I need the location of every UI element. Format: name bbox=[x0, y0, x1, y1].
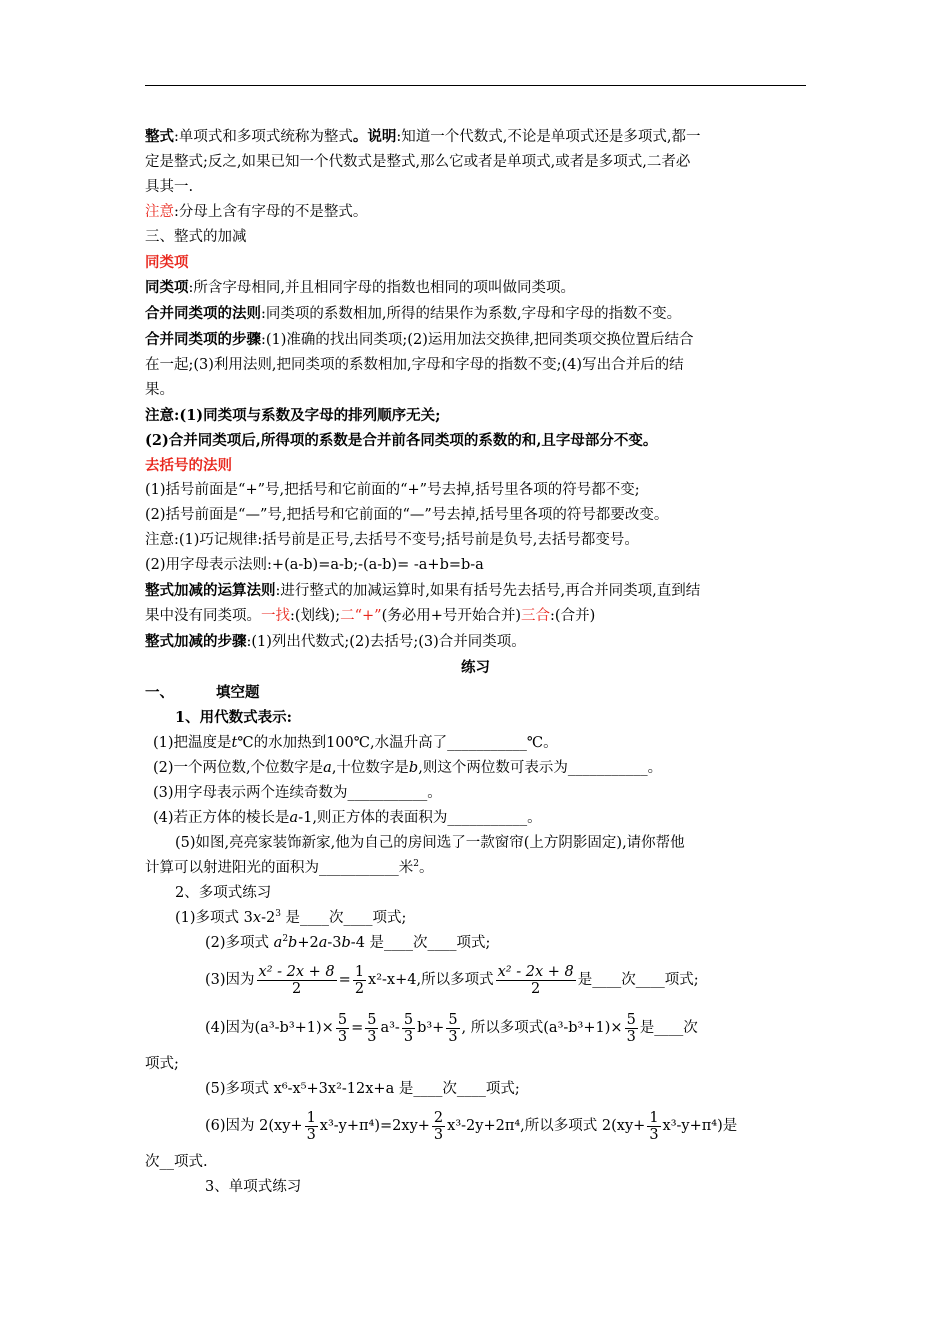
document-body bbox=[145, 124, 806, 1200]
fraction: $\frac{5}{3}$ bbox=[448, 1011, 458, 1045]
fraction: $\frac{1}{3}$ bbox=[649, 1109, 659, 1143]
combine-steps: 合并同类项的步骤:(1)准确的找出同类项;(2)运用加法交换律,把同类项交换位置后结合 在一起;(3)利用法则,把同类项的系数相加,字母和字母的指数不变;(4)写出合并后的结 果。 bbox=[145, 331, 694, 398]
term-label: 整式 bbox=[145, 128, 174, 145]
q1-item-5: (5)如图,亮亮家装饰新家,他为自己的房间选了一款窗帘(上方阴影固定),请你帮他 bbox=[175, 835, 685, 851]
combine-note-1: 注意:(1)同类项与系数及字母的排列顺序无关; bbox=[145, 407, 441, 424]
add-subtract-rule: 整式加减的运算法则:进行整式的加减运算时,如果有括号先去括号,再合并同类项,直到结 果中没有同类项。一找:(划线);二“+”(务必用+号开始合并)三合:(合并) bbox=[145, 582, 701, 624]
definition-paragraph: 整式:单项式和多项式统称为整式。说明:知道一个代数式,不论是单项式还是多项式,都一 定是整式;反之,如果已知一个代数式是整式,那么它或者是单项式,或者是多项式,二者必 具其一. bbox=[145, 128, 701, 195]
fill-blank-heading: 一、 填空题 bbox=[145, 684, 260, 701]
note-label: 说明 bbox=[367, 128, 397, 145]
practice-title: 练习 bbox=[461, 659, 490, 676]
combine-rule: 合并同类项的法则:同类项的系数相加,所得的结果作为系数,字母和字母的指数不变。 bbox=[145, 305, 682, 322]
fraction: $\frac{\text{x² - 2x + 8}}{2}$ bbox=[497, 963, 574, 997]
q2-item-6-cont: 次__项式. bbox=[145, 1154, 208, 1170]
add-subtract-steps: 整式加减的步骤:(1)列出代数式;(2)去括号;(3)合并同类项。 bbox=[145, 633, 526, 650]
q2-item-5: (5)多项式 x⁶-x⁵+3x²-12x+a 是____次____项式; bbox=[205, 1081, 520, 1097]
section-heading: 三、整式的加减 bbox=[145, 229, 247, 245]
fraction: $\frac{5}{3}$ bbox=[337, 1011, 348, 1045]
q2-item-6: (6)因为 2(xy+ $\frac{1}{3}$ x³-y+π⁴)=2xy+ $\frac{2}{3}$ x³-2y+2π⁴,所以多项式 2(xy+ $\frac{1}{3}$ x³-y+π⁴)是 bbox=[205, 1109, 738, 1143]
subheading-like-terms: 同类项 bbox=[145, 254, 189, 271]
bracket-rule-1: (1)括号前面是“+”号,把括号和它前面的“+”号去掉,括号里各项的符号都不变; bbox=[145, 482, 640, 498]
q2-title: 2、多项式练习 bbox=[175, 885, 272, 901]
q1-item-3: (3)用字母表示两个连续奇数为___________。 bbox=[153, 785, 442, 801]
fraction: $\frac{5}{3}$ bbox=[403, 1011, 414, 1045]
q3-title: 3、单项式练习 bbox=[205, 1179, 302, 1195]
fraction: $\frac{5}{3}$ bbox=[367, 1011, 377, 1045]
q2-item-3: (3)因为 $\frac{\text{x² - 2x + 8}}{2}$ = $\frac{1}{2}$ x²-x+4,所以多项式 $\frac{\text{x² - 2x + 8}}{2}$ 是____次____项式; bbox=[205, 963, 699, 997]
fraction: $\frac{1}{2}$ bbox=[354, 963, 365, 997]
fraction: $\frac{\text{x² - 2x + 8}}{2}$ bbox=[258, 963, 335, 997]
bracket-note-2: (2)用字母表示法则:+(a-b)=a-b;-(a-b)= -a+b=b-a bbox=[145, 557, 484, 573]
q2-item-4-cont: 项式; bbox=[145, 1056, 179, 1072]
header-rule bbox=[145, 85, 806, 86]
q2-item-4: (4)因为(a³-b³+1)× $\frac{5}{3}$ = $\frac{5}{3}$ a³- $\frac{5}{3}$ b³+ $\frac{5}{3}$ , 所以多项式(a³-b³+1)× $\frac{5}{3}$ 是____次 bbox=[205, 1011, 698, 1045]
q1-item-1: (1)把温度是t℃的水加热到100℃,水温升高了___________℃。 bbox=[153, 735, 558, 751]
combine-note-2: (2)合并同类项后,所得项的系数是合并前各同类项的系数的和,且字母部分不变。 bbox=[145, 432, 658, 449]
like-terms-definition: 同类项:所含字母相同,并且相同字母的指数也相同的项叫做同类项。 bbox=[145, 279, 575, 296]
note-line: 注意:分母上含有字母的不是整式。 bbox=[145, 204, 368, 220]
q1-item-4: (4)若正方体的棱长是a-1,则正方体的表面积为___________。 bbox=[153, 810, 542, 826]
subheading-brackets: 去括号的法则 bbox=[145, 457, 232, 474]
fraction: $\frac{1}{3}$ bbox=[306, 1109, 316, 1143]
fraction: $\frac{2}{3}$ bbox=[433, 1109, 444, 1143]
bracket-rule-2: (2)括号前面是“—”号,把括号和它前面的“—”号去掉,括号里各项的符号都要改变。 bbox=[145, 507, 669, 523]
fraction: $\frac{5}{3}$ bbox=[626, 1011, 636, 1045]
q1-item-5-cont: 计算可以射进阳光的面积为___________米$^2$。 bbox=[145, 859, 434, 876]
q2-item-2: (2)多项式 $a^2b+2a-3b-4$ 是____次____项式; bbox=[205, 934, 491, 951]
q1-item-2: (2)一个两位数,个位数字是a,十位数字是b,则这个两位数可表示为___________。 bbox=[153, 760, 663, 776]
q1-title: 1、用代数式表示: bbox=[175, 709, 292, 726]
bracket-note-1: 注意:(1)巧记规律:括号前是正号,去括号不变号;括号前是负号,去括号都变号。 bbox=[145, 532, 639, 548]
q2-item-1: (1)多项式 $3x-2^3$ 是____次____项式; bbox=[175, 909, 407, 926]
